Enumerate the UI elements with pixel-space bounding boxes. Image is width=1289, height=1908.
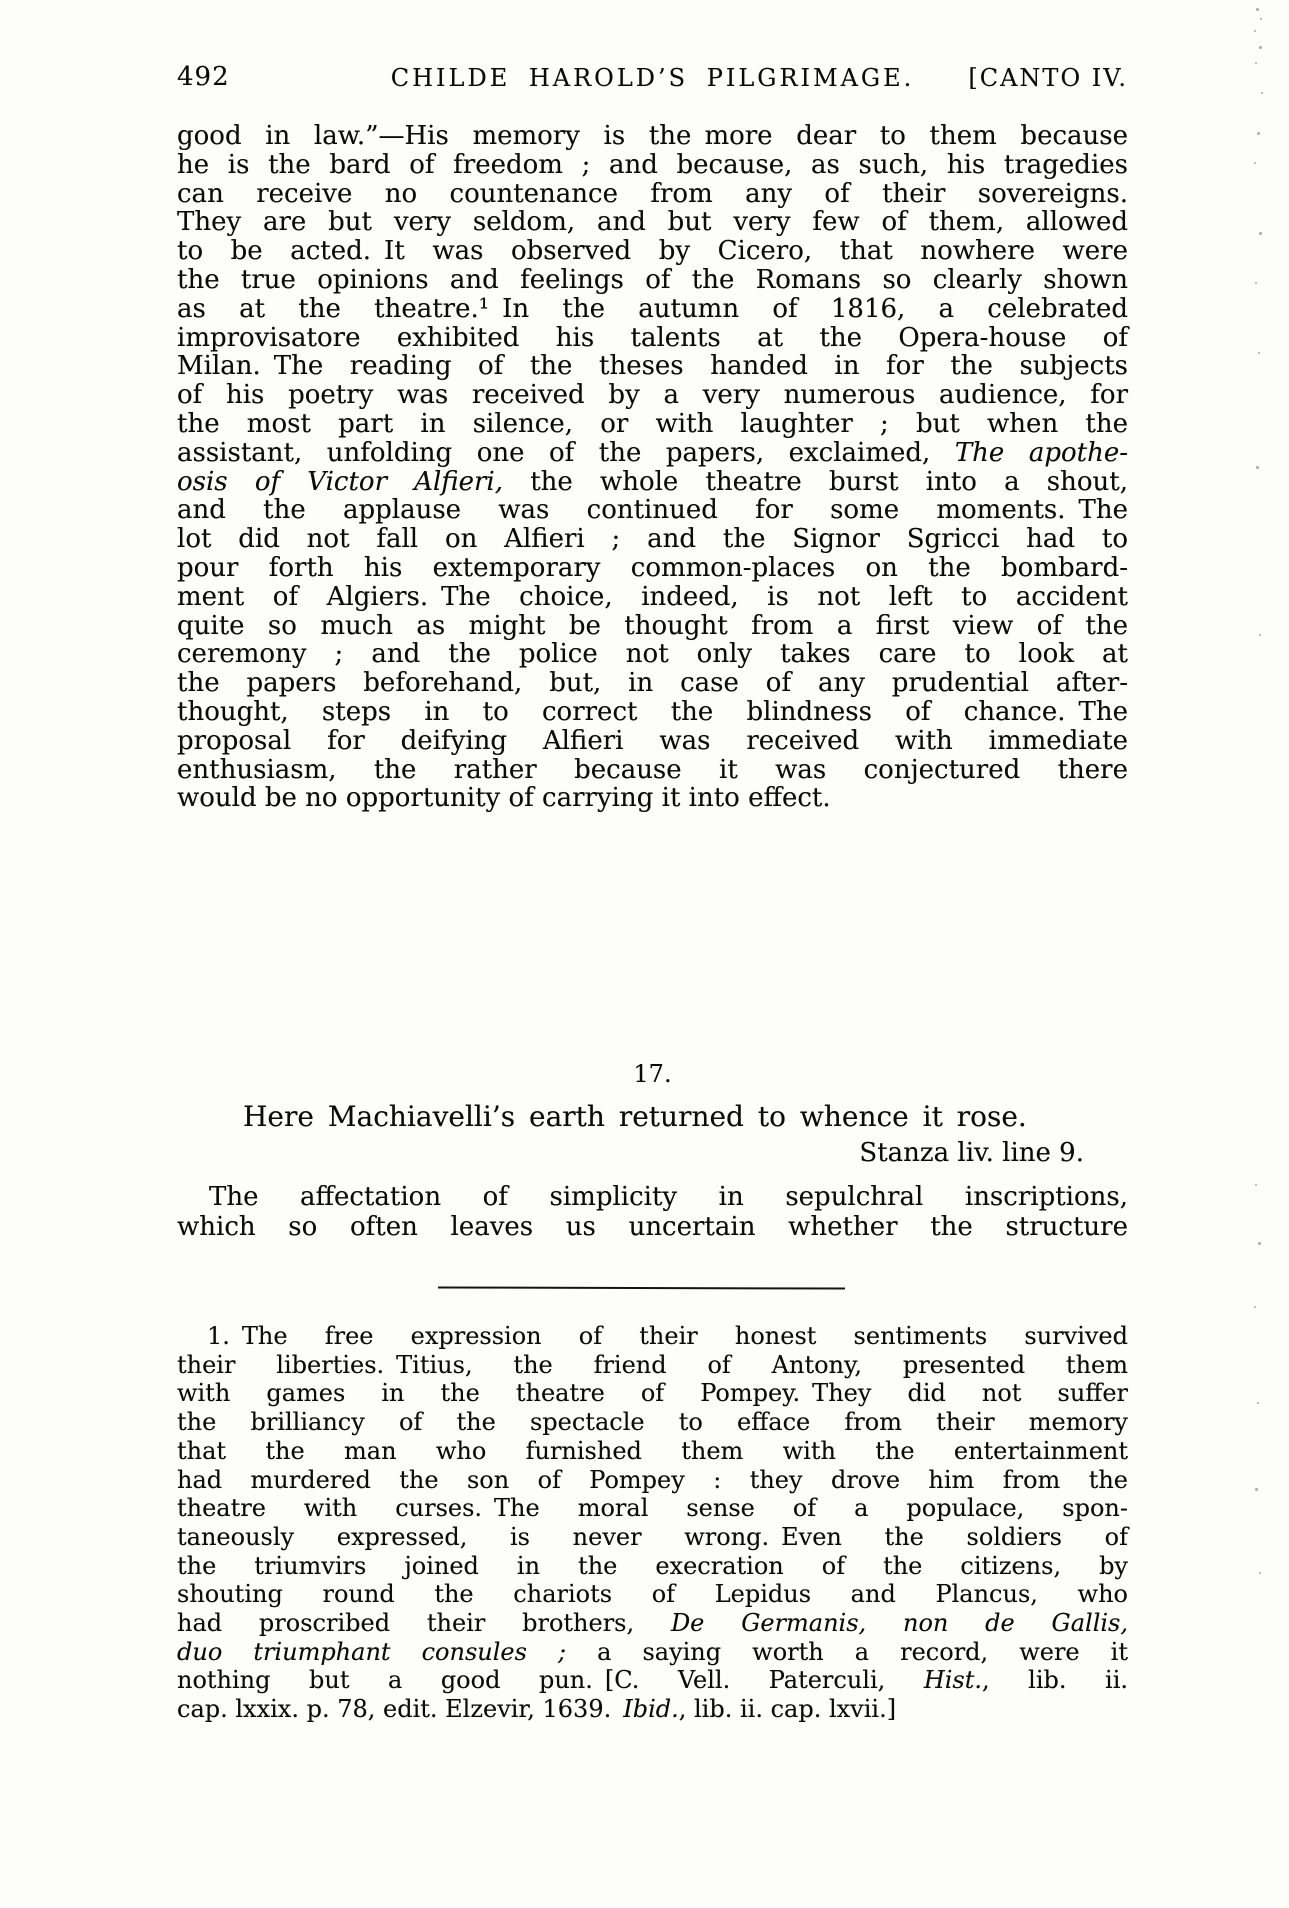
text-line <box>177 698 1128 727</box>
italic-text-segment: osis of Victor Alfieri, <box>177 466 504 497</box>
text-segment: the triumvirs joined in the execration of the citizens, by <box>177 1551 1128 1580</box>
italic-text-segment: De Germanis, non de Gallis, <box>670 1609 1128 1638</box>
text-segment: ceremony ; and the police not only takes care to look at <box>177 639 1128 670</box>
scan-speck <box>1256 466 1259 469</box>
text-line <box>177 180 1128 209</box>
text-segment: , lib. ii. cap. lxvii.] <box>678 1695 897 1724</box>
text-segment: the most part in silence, or with laughter ; but when the <box>177 408 1128 439</box>
text-segment: improvisatore exhibited his talents at the Opera-house of <box>177 322 1128 353</box>
scan-speck <box>1254 1306 1256 1308</box>
text-segment: taneously expressed, is never wrong. Even the soldiers of <box>177 1522 1128 1551</box>
scan-speck <box>1254 30 1256 32</box>
text-line <box>177 410 1128 439</box>
text-line <box>177 1638 1128 1667</box>
text-line <box>177 324 1128 353</box>
text-line <box>177 612 1128 641</box>
text-line <box>177 1609 1128 1638</box>
text-line <box>177 381 1128 410</box>
canto-label: [CANTO IV. <box>968 64 1128 92</box>
text-segment: 1. The free expression of their honest sentiments survived <box>207 1322 1128 1350</box>
text-segment: the whole theatre burst into a shout, <box>503 466 1128 497</box>
text-segment: with games in the theatre of Pompey. They did not suffer <box>177 1379 1128 1408</box>
scan-speck <box>1259 1572 1261 1574</box>
scan-speck <box>1257 1402 1259 1404</box>
text-segment: to be acted. It was observed by Cicero, that nowhere were <box>177 236 1128 267</box>
text-line <box>177 439 1128 468</box>
text-line <box>177 756 1128 785</box>
text-segment: nothing but a good pun. [C. Vell. Paterculi, <box>177 1666 924 1695</box>
text-segment: the papers beforehand, but, in case of any prudential after- <box>177 668 1128 699</box>
text-line <box>177 1379 1128 1408</box>
running-header <box>177 60 1128 94</box>
text-segment: the true opinions and feelings of the Romans so clearly shown <box>177 264 1128 295</box>
text-line <box>177 1212 1128 1242</box>
text-segment: , lib. ii. <box>982 1666 1128 1695</box>
text-line <box>177 640 1128 669</box>
text-segment: The affectation of simplicity in sepulchral inscriptions, <box>209 1182 1128 1212</box>
text-line <box>177 496 1128 525</box>
scan-speck <box>1260 18 1262 20</box>
italic-text-segment: Hist. <box>923 1666 983 1695</box>
text-line <box>177 468 1128 497</box>
text-line <box>177 784 1128 813</box>
text-segment: cap. lxxix. p. 78, edit. Elzevir, 1639. <box>177 1695 624 1724</box>
text-segment: assistant, unfolding one of the papers, exclaimed, <box>177 437 955 468</box>
scan-speck <box>1255 62 1257 64</box>
text-segment: thought, steps in to correct the blindness of chance. The <box>177 696 1128 727</box>
text-segment: the brilliancy of the spectacle to efface from their memory <box>177 1408 1128 1437</box>
stanza-attribution: Stanza liv. line 9. <box>859 1138 1084 1168</box>
text-line <box>177 208 1128 237</box>
text-line <box>177 1182 1128 1212</box>
text-segment: as at the theatre.¹ In the autumn of 1816, a celebrated <box>177 293 1128 324</box>
scan-speck <box>1259 46 1262 49</box>
text-line <box>177 1523 1128 1552</box>
text-segment: shouting round the chariots of Lepidus and Plancus, who <box>177 1580 1128 1609</box>
scan-speck <box>1255 1488 1258 1491</box>
text-line <box>177 352 1128 381</box>
scan-speck <box>1254 162 1256 164</box>
text-line <box>177 1408 1128 1437</box>
scan-speck <box>1258 1242 1261 1245</box>
stanza-section-heading: 17. <box>633 1060 672 1088</box>
text-line <box>177 1437 1128 1466</box>
text-line <box>177 583 1128 612</box>
text-segment: that the man who furnished them with the entertainment <box>177 1436 1128 1465</box>
text-segment: enthusiasm, the rather because it was conjectured there <box>177 754 1128 785</box>
text-line <box>177 1695 1128 1724</box>
text-segment: had murdered the son of Pompey : they drove him from the <box>177 1465 1128 1494</box>
text-segment: would be no opportunity of carrying it into effect. <box>177 783 831 814</box>
text-segment: Milan. The reading of the theses handed in for the subjects <box>177 351 1128 382</box>
italic-text-segment: The apothe- <box>954 437 1128 468</box>
text-line <box>177 237 1128 266</box>
text-segment: he is the bard of freedom ; and because, as such, his tragedies <box>177 149 1128 180</box>
scan-speck <box>1255 282 1257 284</box>
text-line <box>177 1580 1128 1609</box>
scan-speck <box>1256 8 1259 11</box>
text-segment: of his poetry was received by a very numerous audience, for <box>177 380 1128 411</box>
text-segment: a saying worth a record, were it <box>566 1637 1128 1666</box>
text-line <box>177 1466 1128 1495</box>
footnote-block <box>177 1322 1128 1724</box>
text-line <box>177 295 1128 324</box>
text-segment: ment of Algiers. The choice, indeed, is not left to accident <box>177 581 1128 612</box>
text-segment: had proscribed their brothers, <box>177 1609 671 1638</box>
scan-speck <box>1259 232 1262 235</box>
text-line <box>177 1494 1128 1523</box>
text-segment: can receive no countenance from any of their sovereigns. <box>177 178 1128 209</box>
commentary-paragraph <box>177 1182 1128 1242</box>
text-line <box>177 122 1128 151</box>
italic-text-segment: duo triumphant consules ; <box>177 1637 567 1666</box>
text-line <box>177 727 1128 756</box>
scan-speck <box>1257 132 1260 135</box>
italic-text-segment: Ibid. <box>623 1695 679 1724</box>
text-segment: They are but very seldom, and but very few of them, allowed <box>177 207 1128 238</box>
text-line <box>177 1351 1128 1380</box>
text-line <box>177 266 1128 295</box>
text-line <box>177 554 1128 583</box>
page-number: 492 <box>177 62 230 92</box>
scan-speck <box>1255 1184 1257 1186</box>
scan-speck <box>1261 92 1263 94</box>
text-line <box>177 525 1128 554</box>
scan-speck <box>1259 634 1261 636</box>
text-segment: lot did not fall on Alfieri ; and the Signor Sgricci had to <box>177 524 1128 555</box>
main-text-block <box>177 122 1128 813</box>
text-line <box>177 1666 1128 1695</box>
text-segment: theatre with curses. The moral sense of a populace, spon- <box>177 1494 1128 1523</box>
text-segment: and the applause was continued for some moments. The <box>177 495 1128 526</box>
text-line <box>177 1322 1128 1351</box>
text-segment: proposal for deifying Alfieri was received with immediate <box>177 725 1128 756</box>
text-line <box>177 1552 1128 1581</box>
text-line <box>177 151 1128 180</box>
text-segment: quite so much as might be thought from a first view of the <box>177 610 1128 641</box>
scan-speck <box>1258 352 1260 354</box>
text-segment: which so often leaves us uncertain whether the structure <box>177 1212 1128 1242</box>
running-title: CHILDE HAROLD’S PILGRIMAGE. <box>390 64 915 92</box>
text-segment: their liberties. Titius, the friend of Antony, presented them <box>177 1350 1128 1379</box>
stanza-quote: Here Machiavelli’s earth returned to whence it rose. <box>243 1100 1027 1133</box>
text-segment: pour forth his extemporary common-places on the bombard- <box>177 552 1128 583</box>
footnote-separator-rule <box>438 1286 845 1289</box>
text-line <box>177 669 1128 698</box>
text-segment: good in law.”—His memory is the more dear to them because <box>177 121 1128 151</box>
